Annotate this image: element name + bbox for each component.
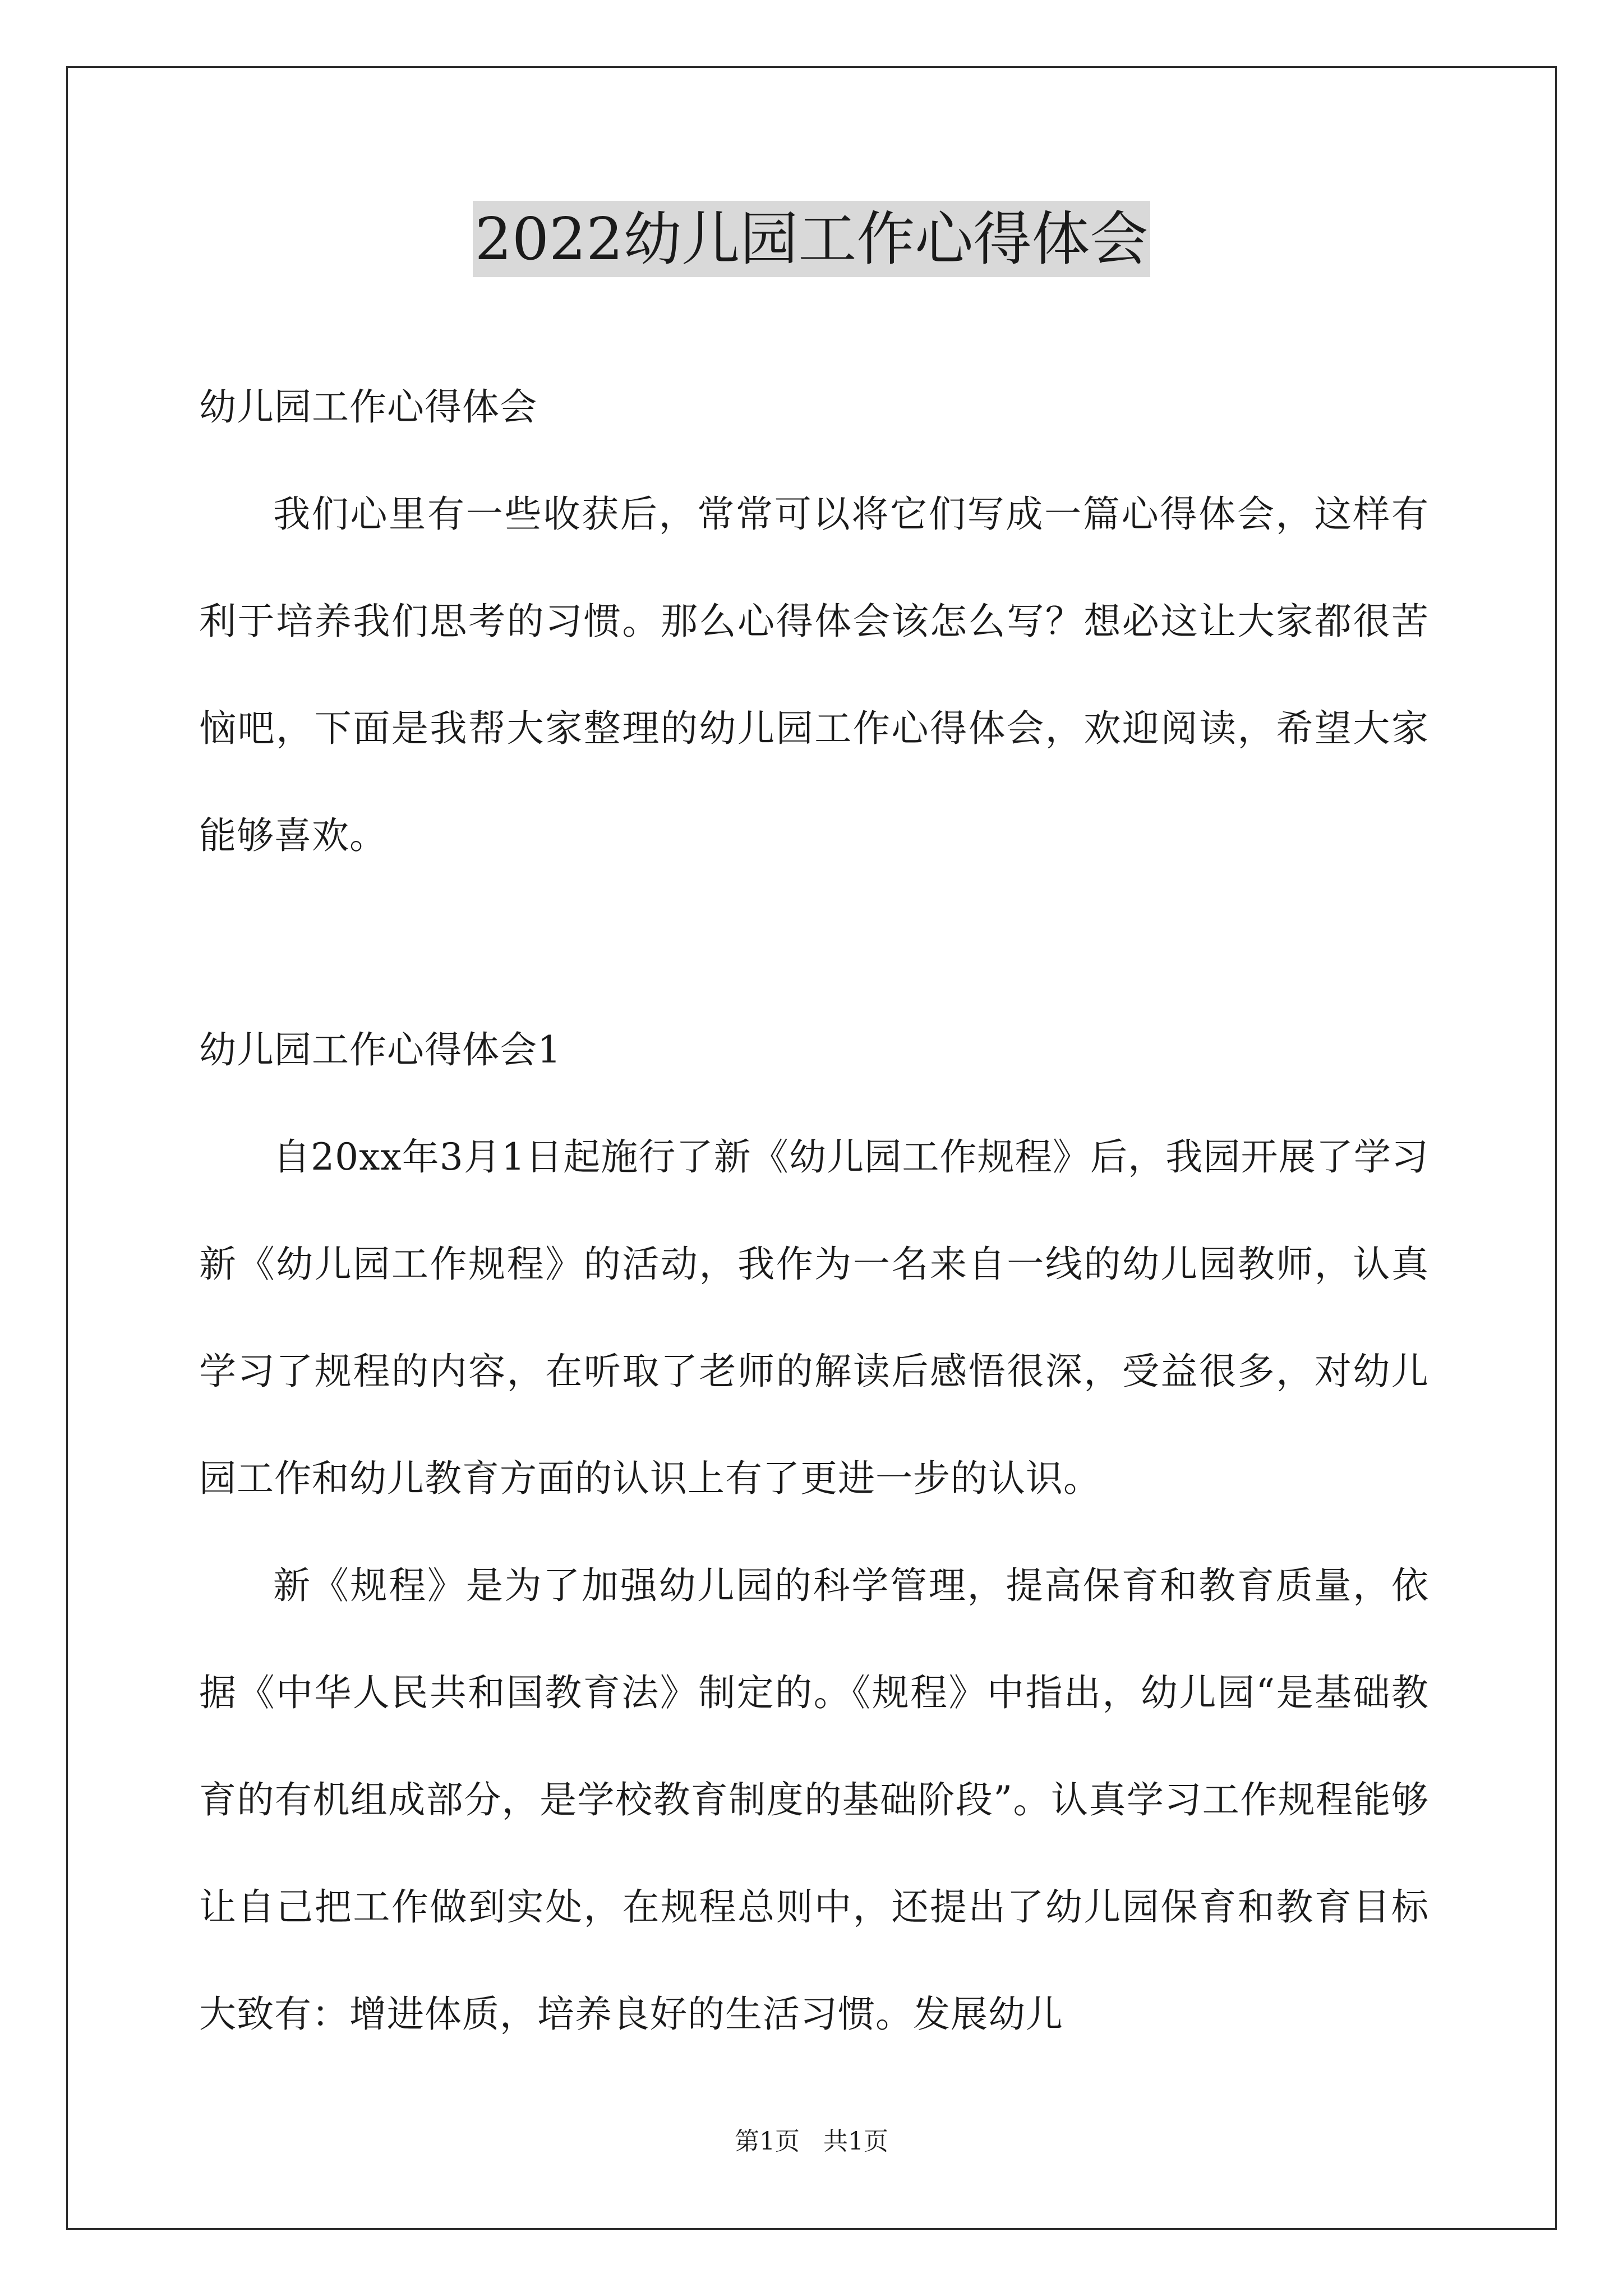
body-paragraph: 自20xx年3月1日起施行了新《幼儿园工作规程》后，我园开展了学习新《幼儿园工作规程》的活动，我作为一名来自一线的幼儿园教师，认真学习了规程的内容，在听取了老师的解读后感悟很深，受益很多，对幼儿园工作和幼儿教育方面的认识上有了更进一步的认识。 <box>199 1135 1429 1500</box>
document-title: 2022幼儿园工作心得体会 <box>473 201 1151 277</box>
title-container <box>0 201 1623 277</box>
document-body <box>199 353 1429 2068</box>
page-footer: 第1页 共1页 <box>735 2127 888 2156</box>
section-heading: 幼儿园工作心得体会1 <box>199 1028 561 1071</box>
intro-paragraph: 我们心里有一些收获后，常常可以将它们写成一篇心得体会，这样有利于培养我们思考的习惯。那么心得体会该怎么写？想必这让大家都很苦恼吧，下面是我帮大家整理的幼儿园工作心得体会，欢迎阅读，希望大家能够喜欢。 <box>199 493 1429 857</box>
document-subtitle: 幼儿园工作心得体会 <box>199 385 537 429</box>
section-spacer <box>199 889 1429 996</box>
body-paragraph: 新《规程》是为了加强幼儿园的科学管理，提高保育和教育质量，依据《中华人民共和国教育法》制定的。《规程》中指出，幼儿园“是基础教育的有机组成部分，是学校教育制度的基础阶段”。认真学习工作规程能够让自己把工作做到实处，在规程总则中，还提出了幼儿园保育和教育目标大致有：增进体质，培养良好的生活习惯。发展幼儿 <box>199 1564 1429 2036</box>
